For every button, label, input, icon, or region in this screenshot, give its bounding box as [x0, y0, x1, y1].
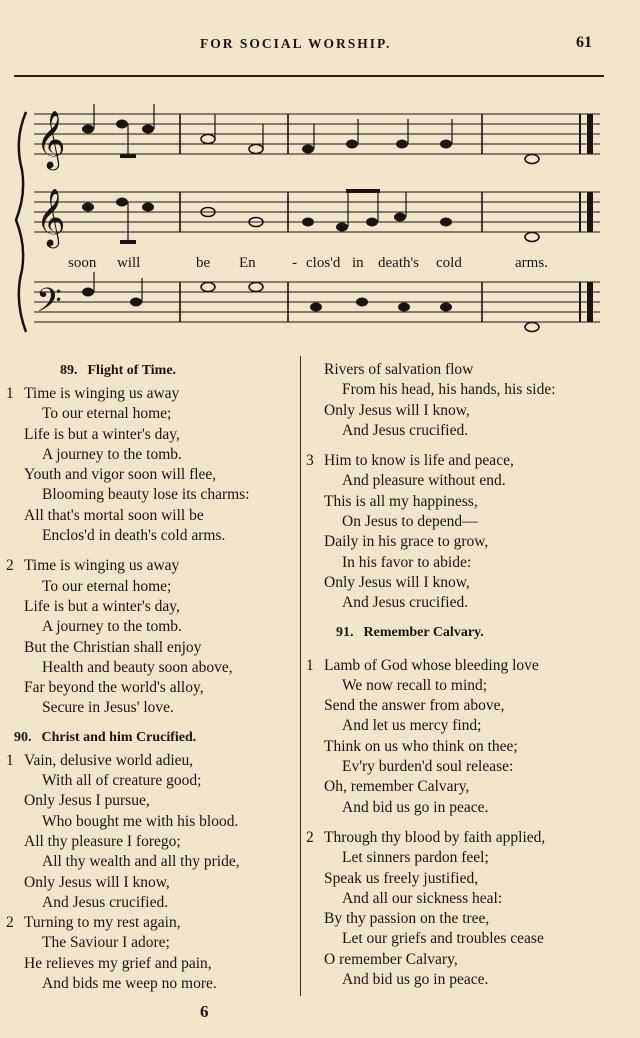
page-number: 61 [576, 34, 592, 51]
verse-line: Rivers of salvation flow [324, 361, 474, 378]
hymn-title [306, 620, 606, 646]
lyric-syllable: will [117, 255, 141, 271]
verse-number: 1 [6, 751, 14, 769]
verse-line: Let sinners pardon feel; [342, 849, 489, 867]
verse-line: Oh, remember Calvary, [324, 778, 470, 796]
svg-text:𝄢: 𝄢 [36, 282, 62, 328]
verse-line: In his favor to abide: [342, 553, 472, 571]
verse-line: Think on us who think on thee; [324, 737, 518, 755]
hymn-title [6, 358, 298, 384]
verse-line: Who bought me with his blood. [42, 812, 239, 830]
verse-line: 2 Through thy blood by faith applied, [306, 828, 606, 848]
verse-line: And Jesus crucified. [342, 594, 469, 612]
hymn-title-text: Remember Calvary. [363, 624, 484, 640]
lyric-syllable: be [196, 255, 211, 271]
verse-line: 2 Turning to my rest again, [6, 913, 298, 933]
right-column [306, 360, 606, 990]
verse-line: A journey to the tomb. [42, 618, 182, 636]
verse-line: This is all my happiness, [324, 492, 478, 510]
verse-line: Speak us freely justified, [324, 869, 479, 887]
verse-line: Life is but a winter's day, [24, 597, 180, 615]
verse-line: Secure in Jesus' love. [42, 699, 174, 717]
verse-line: Blooming beauty lose its charms: [42, 486, 250, 504]
verse-line: Only Jesus will I know, [324, 401, 470, 419]
verse-line: And all our sickness heal: [342, 889, 503, 907]
verse-line: 1 Lamb of God whose bleeding love [306, 656, 606, 676]
hymn-title-text: Flight of Time. [87, 363, 177, 378]
lyric-syllable: arms. [515, 255, 548, 271]
verse-line: O remember Calvary, [324, 950, 458, 968]
verse-line: Daily in his grace to grow, [324, 533, 489, 551]
running-head: FOR SOCIAL WORSHIP. [200, 36, 392, 51]
verse-line: Health and beauty soon above, [42, 658, 233, 676]
verse-line: But the Christian shall enjoy [24, 638, 202, 656]
page-header [0, 36, 640, 56]
verse-line: Let our griefs and troubles cease [342, 930, 544, 948]
lyric-syllable: - [292, 255, 297, 271]
verse-line: Ev'ry burden'd soul release: [342, 758, 514, 776]
verse-line: Only Jesus I pursue, [24, 792, 150, 810]
hymn-title [6, 725, 298, 751]
verse-line: 1 Time is winging us away [6, 384, 298, 404]
lyric-syllable: cold [436, 255, 462, 271]
verse-line: 3 Him to know is life and peace, [306, 451, 606, 471]
verse-line: All that's mortal soon will be [24, 506, 204, 524]
verse-line: And bid us go in peace. [342, 798, 489, 816]
left-column [6, 358, 298, 994]
verse-line: Only Jesus will I know, [324, 573, 470, 591]
column-divider [300, 356, 301, 996]
lyric-syllable: En [239, 255, 256, 271]
verse-number: 2 [306, 828, 314, 846]
verse-line: Only Jesus will I know, [24, 873, 170, 891]
verse-line: And Jesus crucified. [342, 421, 469, 439]
verse-line: A journey to the tomb. [42, 445, 182, 463]
lyric-syllable: clos'd [306, 255, 341, 271]
music-score [12, 100, 612, 345]
verse-line: Enclos'd in death's cold arms. [42, 527, 226, 545]
verse-line: Youth and vigor soon will flee, [24, 466, 217, 484]
hymn-title-text: Christ and him Crucified. [41, 729, 197, 745]
verse-line: All thy wealth and all thy pride, [42, 853, 240, 871]
hymn-number: 89. [60, 363, 78, 378]
verse-number: 2 [6, 914, 14, 932]
svg-text:𝄞: 𝄞 [36, 110, 66, 168]
verse-line: Send the answer from above, [324, 697, 505, 715]
lyric-syllable: in [352, 255, 364, 271]
verse-number: 3 [306, 452, 314, 470]
verse-line: He relieves my grief and pain, [24, 954, 212, 972]
verse-line: And let us mercy find; [342, 717, 482, 735]
verse-line: By thy passion on the tree, [324, 910, 490, 928]
verse-number: 2 [6, 557, 14, 575]
verse-line: And bids me weep no more. [42, 975, 217, 993]
verse-line: From his head, his hands, his side: [342, 381, 556, 399]
music-lyrics [0, 255, 640, 275]
verse-line: And Jesus crucified. [42, 893, 169, 911]
verse-line: Life is but a winter's day, [24, 425, 180, 443]
hymn-number: 91. [336, 624, 354, 640]
header-rule [14, 75, 604, 77]
lyric-syllable: death's [378, 255, 420, 271]
verse-line: All thy pleasure I forego; [24, 832, 181, 850]
signature-mark: 6 [200, 1002, 209, 1021]
verse-line: And bid us go in peace. [342, 971, 489, 989]
hymn-number: 90. [14, 729, 32, 745]
verse-line: 1 Vain, delusive world adieu, [6, 751, 298, 771]
lyric-syllable: soon [68, 255, 97, 271]
verse-line: Far beyond the world's alloy, [24, 679, 204, 697]
verse-line: With all of creature good; [42, 772, 202, 790]
verse-line: On Jesus to depend— [342, 513, 478, 531]
verse-number: 1 [6, 385, 14, 402]
svg-text:𝄞: 𝄞 [36, 188, 66, 246]
verse-line: We now recall to mind; [342, 676, 488, 694]
verse-line: 2 Time is winging us away [6, 556, 298, 576]
verse-line: And pleasure without end. [342, 472, 506, 490]
verse-number: 1 [306, 656, 314, 674]
verse-line: To our eternal home; [42, 577, 172, 595]
verse-line: To our eternal home; [42, 405, 172, 423]
verse-line: The Saviour I adore; [42, 934, 170, 952]
